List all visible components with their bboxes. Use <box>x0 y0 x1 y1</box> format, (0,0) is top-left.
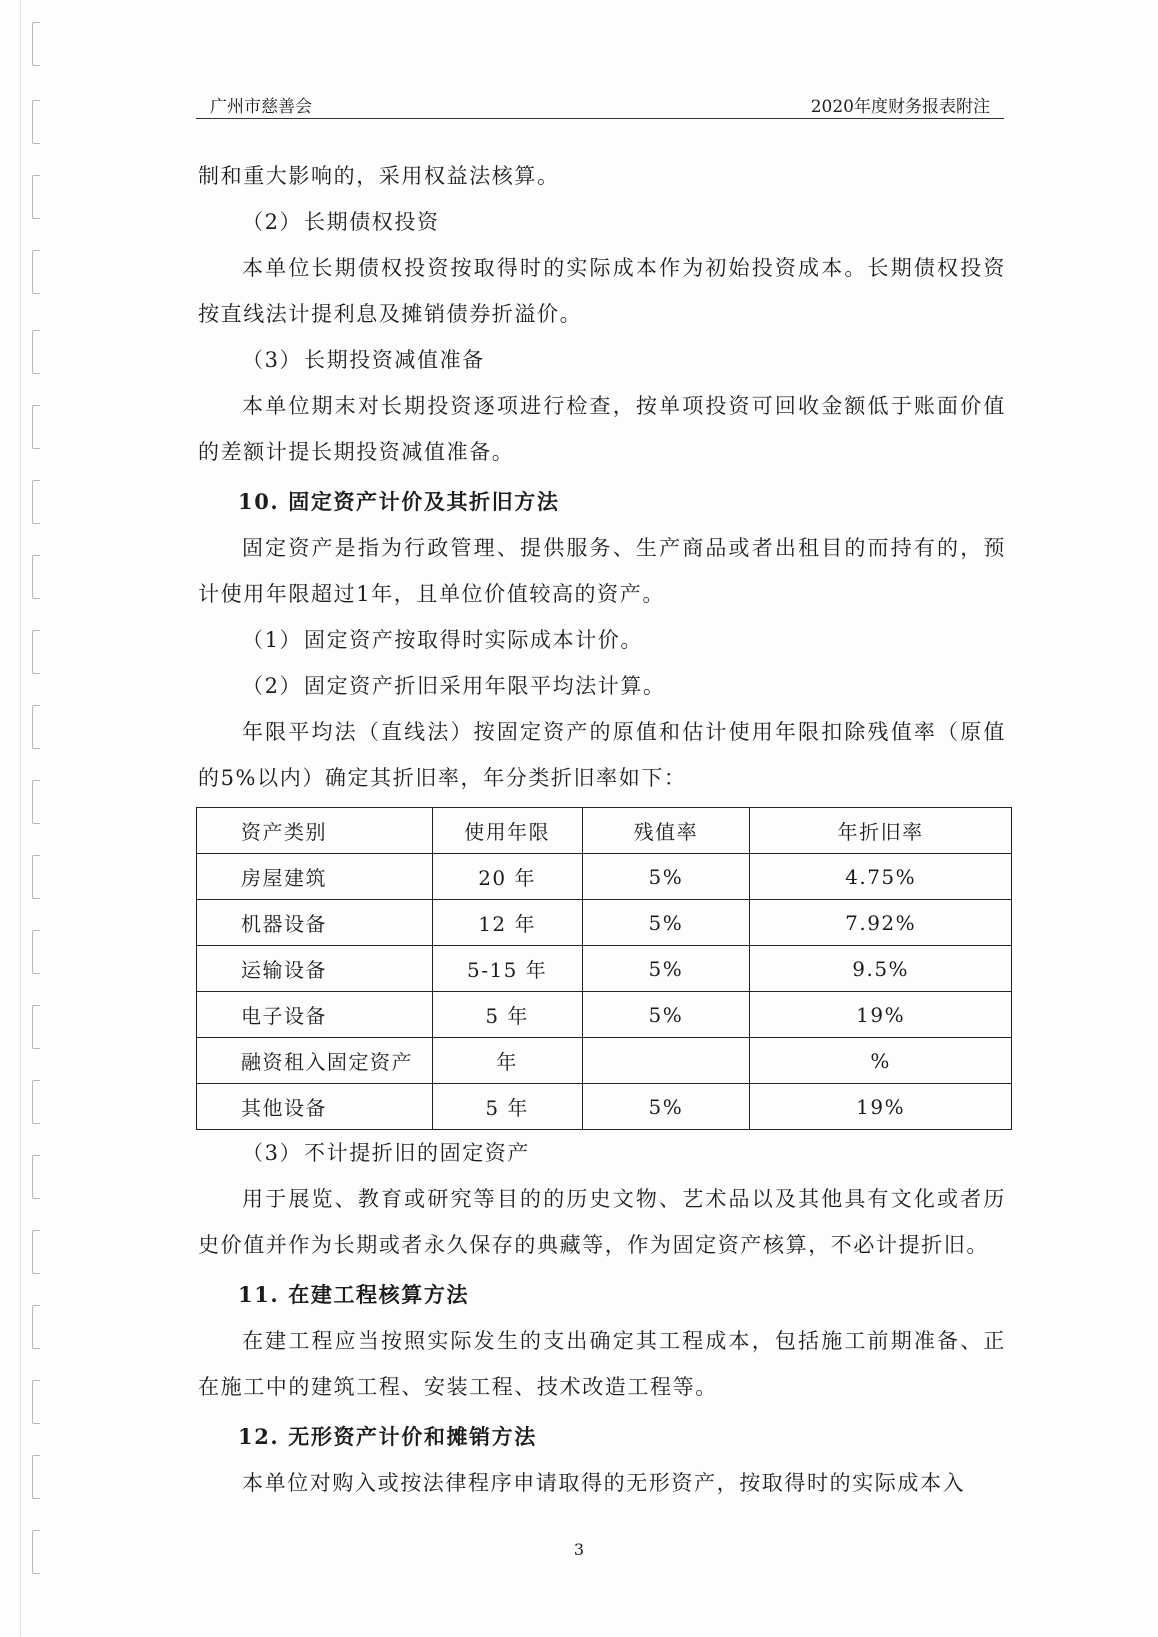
table-cell: 其他设备 <box>197 1084 433 1130</box>
binding-hole <box>32 22 40 66</box>
subsection-number: （2） <box>242 210 303 234</box>
binding-hole <box>32 1230 40 1274</box>
table-cell: % <box>750 1038 1012 1084</box>
table-cell: 5-15 年 <box>432 946 582 992</box>
column-header: 使用年限 <box>432 808 582 854</box>
table-cell: 9.5% <box>750 946 1012 992</box>
table-row <box>197 1084 1012 1130</box>
subsection-label: 固定资产折旧采用年限平均法计算。 <box>304 674 666 698</box>
section-heading-12: 12. 无形资产计价和摊销方法 <box>238 1424 537 1449</box>
table-cell: 19% <box>750 1084 1012 1130</box>
paragraph: 本单位对购入或按法律程序申请取得的无形资产，按取得时的实际成本入 <box>242 1471 966 1495</box>
table-cell: 5% <box>582 1084 750 1130</box>
header-org: 广州市慈善会 <box>210 97 312 117</box>
table-row <box>197 992 1012 1038</box>
table-cell: 5% <box>582 854 750 900</box>
subsection-number: （3） <box>242 348 303 372</box>
paragraph: 本单位长期债权投资按取得时的实际成本作为初始投资成本。长期债权投资按直线法计提利息及摊销债券折溢价。 <box>198 256 1006 326</box>
page-header <box>196 92 1004 119</box>
table-cell: 5 年 <box>432 992 582 1038</box>
binding-hole <box>32 480 40 524</box>
subsection-number: （1） <box>242 628 303 652</box>
table-row <box>197 946 1012 992</box>
subsection-label: 不计提折旧的固定资产 <box>304 1141 530 1165</box>
binding-hole <box>32 705 40 749</box>
binding-hole <box>32 930 40 974</box>
table-cell: 4.75% <box>750 854 1012 900</box>
column-header: 残值率 <box>582 808 750 854</box>
table-cell: 融资租入固定资产 <box>197 1038 433 1084</box>
paragraph: 制和重大影响的，采用权益法核算。 <box>198 164 560 188</box>
paragraph: 本单位期末对长期投资逐项进行检查，按单项投资可回收金额低于账面价值的差额计提长期投资减值准备。 <box>198 394 1006 464</box>
subsection-number: （3） <box>242 1141 303 1165</box>
binding-hole <box>32 250 40 294</box>
subsection-1 <box>198 617 1006 663</box>
table-cell: 运输设备 <box>197 946 433 992</box>
table-row <box>197 900 1012 946</box>
binding-margin <box>20 0 60 1637</box>
binding-hole <box>32 1305 40 1349</box>
table-row <box>197 1038 1012 1084</box>
section-heading-11: 11. 在建工程核算方法 <box>238 1282 470 1307</box>
table-cell: 20 年 <box>432 854 582 900</box>
binding-hole <box>32 1155 40 1199</box>
table-cell: 5% <box>582 946 750 992</box>
table-cell: 5 年 <box>432 1084 582 1130</box>
binding-hole <box>32 100 40 144</box>
table-row <box>197 854 1012 900</box>
subsection-label: 长期债权投资 <box>304 210 440 234</box>
table-cell: 12 年 <box>432 900 582 946</box>
depreciation-table <box>196 807 1012 1130</box>
binding-hole <box>32 330 40 374</box>
binding-hole <box>32 1080 40 1124</box>
column-header: 年折旧率 <box>750 808 1012 854</box>
header-doc-title: 2020年度财务报表附注 <box>810 97 990 117</box>
paragraph: 在建工程应当按照实际发生的支出确定其工程成本，包括施工前期准备、正在施工中的建筑工程、安装工程、技术改造工程等。 <box>198 1329 1006 1399</box>
paragraph: 固定资产是指为行政管理、提供服务、生产商品或者出租目的而持有的，预计使用年限超过1年，且单位价值较高的资产。 <box>198 536 1006 606</box>
binding-hole <box>32 630 40 674</box>
paragraph: 用于展览、教育或研究等目的的历史文物、艺术品以及其他具有文化或者历史价值并作为长期或者永久保存的典藏等，作为固定资产核算，不必计提折旧。 <box>198 1187 1006 1257</box>
subsection-3 <box>198 337 1006 383</box>
table-cell: 房屋建筑 <box>197 854 433 900</box>
binding-hole <box>32 175 40 219</box>
table-cell: 年 <box>432 1038 582 1084</box>
table-cell: 19% <box>750 992 1012 1038</box>
binding-hole <box>32 1005 40 1049</box>
table-header-row <box>197 808 1012 854</box>
page-number: 3 <box>573 1540 585 1559</box>
table-cell: 5% <box>582 900 750 946</box>
subsection-label: 长期投资减值准备 <box>304 348 485 372</box>
table-cell <box>582 1038 750 1084</box>
binding-hole <box>32 1380 40 1424</box>
subsection-label: 固定资产按取得时实际成本计价。 <box>304 628 643 652</box>
binding-hole <box>32 1455 40 1499</box>
binding-hole <box>32 855 40 899</box>
paragraph: 年限平均法（直线法）按固定资产的原值和估计使用年限扣除残值率（原值的5%以内）确定其折旧率，年分类折旧率如下： <box>198 720 1006 790</box>
page-content <box>198 153 1006 1506</box>
subsection-number: （2） <box>242 674 303 698</box>
binding-hole <box>32 780 40 824</box>
table-cell: 电子设备 <box>197 992 433 1038</box>
subsection-2 <box>198 199 1006 245</box>
column-header: 资产类别 <box>197 808 433 854</box>
binding-line <box>20 0 21 1637</box>
table-cell: 7.92% <box>750 900 1012 946</box>
binding-hole <box>32 555 40 599</box>
section-heading-10: 10. 固定资产计价及其折旧方法 <box>238 489 560 514</box>
subsection-3 <box>198 1130 1006 1176</box>
table-cell: 机器设备 <box>197 900 433 946</box>
subsection-2 <box>198 663 1006 709</box>
binding-hole <box>32 405 40 449</box>
table-cell: 5% <box>582 992 750 1038</box>
